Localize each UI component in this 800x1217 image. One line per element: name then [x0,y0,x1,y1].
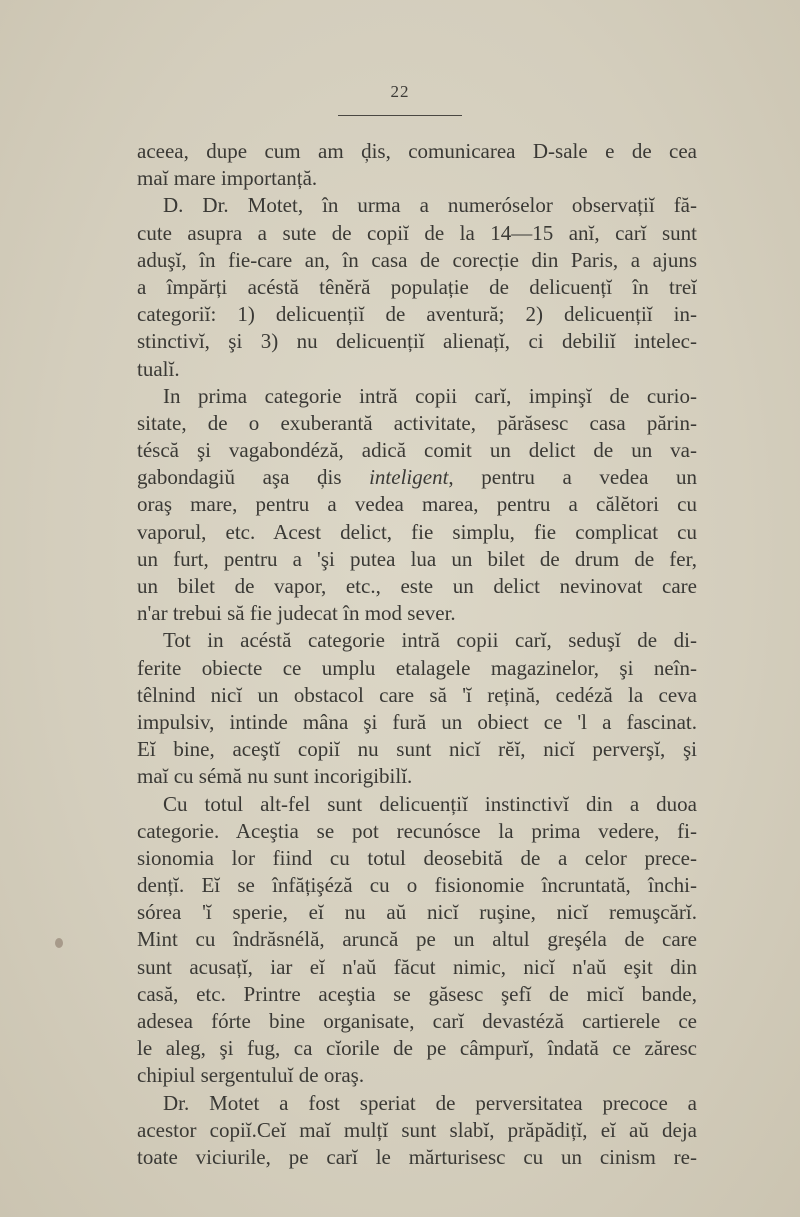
text-line: Eĭ bine, aceştĭ copiĭ nu sunt nicĭ rĕĭ, nicĭ perverşĭ, şi [137,737,697,762]
text-line: toate viciurile, pe carĭ le mărturisesc cu un cinism re- [137,1144,697,1169]
text-line: sitate, de o exuberantă activitate, părăsesc casa părin- [137,410,697,435]
text-line: un furt, pentru a 'şi putea lua un bilet de drum de fer, [137,546,697,571]
text-line: D. Dr. Motet, în urma a numeróselor observațiĭ fă- [163,193,697,218]
body-text [137,138,697,1171]
text-line: gabondagiŭ aşa ḑis inteligent, pentru a vedea un [137,465,697,490]
header-rule [338,115,462,116]
text-line: n'ar trebui să fie judecat în mod sever. [137,601,456,626]
text-line: tualĭ. [137,356,180,381]
text-line: aceea, dupe cum am ḑis, comunicarea D-sale e de cea [137,139,697,163]
text-line: maĭ mare importanță. [137,166,318,191]
text-line: oraş mare, pentru a vedea marea, pentru a călĕtori cu [137,492,697,517]
text-line: Dr. Motet a fost speriat de perversitatea precoce a [163,1090,697,1115]
text-line: ferite obiecte ce umplu etalagele magazinelor, şi neîn- [137,655,697,680]
text-line: stinctivĭ, şi 3) nu delicuențiĭ alienațĭ, ci debiliĭ intelec- [137,329,697,354]
text-line: sunt acusațĭ, iar eĭ n'aŭ făcut nimic, nicĭ n'aŭ eşit din [137,954,697,979]
text-line: sionomia lor fiind cu totul deosebită de a celor prece- [137,845,697,870]
text-line: In prima categorie intră copii carĭ, impinşĭ de curio- [163,383,697,408]
text-line: categorie. Aceştia se pot recunósce la prima vedere, fi- [137,818,697,843]
text-line: vaporul, etc. Acest delict, fie simplu, fie complicat cu [137,519,697,544]
text-line: adesea fórte bine organisate, carĭ devastéză cartierele ce [137,1009,697,1033]
page-number: 22 [390,82,410,101]
text-line: impulsiv, intinde mâna şi fură un obiect ce 'l a fascinat. [137,709,697,734]
text-line: acestor copiĭ.Ceĭ maĭ mulțĭ sunt slabĭ, prăpădițĭ, eĭ aŭ deja [137,1117,697,1142]
text-line: têlnind nicĭ un obstacol care să 'ĭ rețină, cedéză la ceva [137,682,697,707]
text-line: sórea 'ĭ sperie, eĭ nu aŭ nicĭ ruşine, nicĭ remuşcărĭ. [137,900,697,925]
ink-smudge [55,938,63,948]
text-line: categoriĭ: 1) delicuențiĭ de aventură; 2) delicuențiĭ in- [137,302,697,327]
text-line: un bilet de vapor, etc., este un delict nevinovat care [137,574,697,598]
text-line: casă, etc. Printre aceştia se găsesc şefĭ de micĭ bande, [137,981,697,1006]
text-line: chipiul sergentuluĭ de oraş. [137,1063,365,1088]
text-line: aduşĭ, în fie-care an, în casa de corecție din Paris, a ajuns [137,247,697,272]
text-line: Tot in acéstă categorie intră copii carĭ, seduşĭ de di- [163,628,697,653]
text-line: dențĭ. Eĭ se înfățişéză cu o fisionomie încruntată, închi- [137,873,697,898]
text-line: a împărți acéstă tênĕră populație de delicuențĭ în treĭ [137,274,697,299]
text-line: le aleg, şi fug, ca cĭorile de pe câmpurĭ, îndată ce zăresc [137,1036,697,1061]
text-line: Mint cu îndrăsnélă, aruncă pe un altul greşéla de care [137,927,697,952]
text-line: maĭ cu sémă nu sunt incorigibilĭ. [137,764,413,789]
text-line: Cu totul alt-fel sunt delicuențiĭ instinctivĭ din a duoa [163,791,697,816]
text-line: cute asupra a sute de copiĭ de la 14—15 anĭ, carĭ sunt [137,220,697,245]
text-line: téscă şi vagabondéză, adică comit un delict de un va- [137,438,697,463]
